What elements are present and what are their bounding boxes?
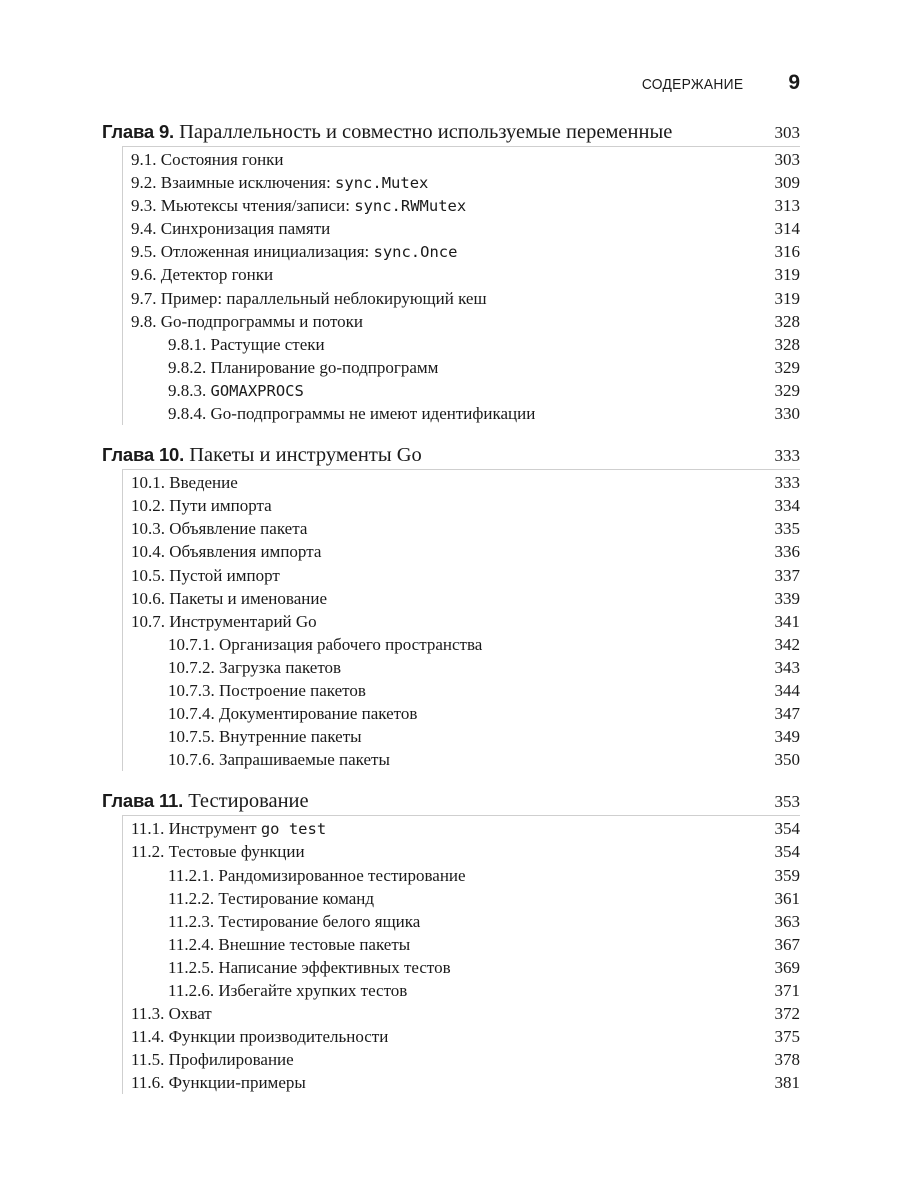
toc-subentry[interactable] (123, 748, 800, 771)
entry-number: 9.6. (131, 265, 157, 285)
entry-title: Синхронизация памяти (160, 219, 331, 239)
entry-title: Внутренние пакеты (219, 727, 362, 747)
toc-entry[interactable] (123, 471, 800, 494)
entry-number: 9.8.2. (168, 357, 207, 377)
toc-entry[interactable] (123, 1048, 800, 1071)
toc-entry[interactable] (123, 310, 800, 333)
chapter-title: Параллельность и совместно используемые переменные (179, 121, 673, 143)
entry-number: 11.2.5. (168, 957, 215, 977)
chapter-label: Глава 9. (102, 121, 174, 142)
entry-page: 309 (774, 173, 800, 193)
entry-number: 9.2. (131, 173, 157, 193)
entry-page: 347 (774, 704, 800, 724)
entry-number: 10.7.1. (168, 634, 215, 654)
toc-subentry[interactable] (123, 656, 800, 679)
entry-number: 9.8.1. (168, 334, 207, 354)
entry-number: 10.7.4. (168, 704, 215, 724)
entry-number: 11.4. (131, 1027, 165, 1047)
chapter-title: Тестирование (188, 790, 309, 813)
toc-entry[interactable] (123, 1025, 800, 1048)
toc-entry[interactable] (123, 1002, 800, 1025)
entry-page: 381 (774, 1073, 800, 1093)
toc-subentry[interactable] (123, 910, 800, 933)
entry-title: Пустой импорт (169, 565, 280, 585)
entry-page: 329 (774, 380, 800, 400)
entry-title: Пример: параллельный неблокирующий кеш (160, 288, 487, 308)
entry-title: Избегайте хрупких тестов (218, 981, 408, 1000)
toc-subentry[interactable] (123, 725, 800, 748)
entry-page: 339 (774, 588, 800, 608)
entry-title: Инструмент (168, 819, 261, 839)
entry-title: Рандомизированное тестирование (218, 865, 466, 885)
chapter-10-heading[interactable] (102, 441, 800, 469)
entry-title: Функции производительности (168, 1027, 389, 1047)
page-number: 9 (788, 71, 800, 94)
entry-number: 11.3. (131, 1004, 165, 1024)
chapter-11-entries (122, 815, 800, 1094)
entry-number: 9.4. (131, 219, 157, 239)
entry-title: Тестирование белого ящика (218, 911, 421, 931)
entry-title: Пути импорта (169, 496, 272, 516)
entry-title: Детектор гонки (160, 265, 274, 285)
toc-entry[interactable] (123, 587, 800, 610)
entry-page: 303 (774, 150, 800, 169)
chapter-title: Пакеты и инструменты Go (189, 444, 422, 467)
entry-number: 10.7.5. (168, 727, 215, 747)
entry-number: 11.1. (131, 819, 165, 839)
toc-entry[interactable] (123, 517, 800, 540)
toc-subentry[interactable] (123, 379, 800, 402)
entry-title: Внешние тестовые пакеты (218, 934, 411, 954)
chapter-page: 333 (774, 446, 800, 466)
entry-title: Построение пакетов (219, 680, 366, 700)
entry-title: Загрузка пакетов (219, 657, 342, 677)
entry-page: 336 (774, 542, 800, 562)
entry-title: Функции-примеры (168, 1073, 306, 1093)
running-header-title: СОДЕРЖАНИЕ (641, 76, 743, 93)
entry-title: Объявление пакета (169, 519, 308, 539)
entry-page: 371 (774, 981, 800, 1000)
entry-title: Документирование пакетов (219, 704, 418, 724)
entry-page: 328 (774, 334, 800, 354)
entry-page: 378 (774, 1050, 800, 1070)
toc-subentry[interactable] (123, 356, 800, 379)
entry-number: 10.4. (131, 542, 165, 562)
entry-page: 342 (774, 634, 800, 654)
entry-page: 354 (774, 819, 800, 839)
toc-entry[interactable] (123, 171, 800, 194)
entry-code: go test (260, 820, 327, 839)
entry-page: 372 (774, 1004, 800, 1024)
toc-subentry[interactable] (123, 333, 800, 356)
toc-entry[interactable] (123, 240, 800, 263)
entry-number: 10.5. (131, 565, 165, 585)
entry-page: 334 (774, 496, 800, 516)
toc-subentry[interactable] (123, 402, 800, 425)
entry-number: 11.2.2. (168, 888, 215, 908)
chapter-9-heading[interactable] (102, 118, 800, 146)
entry-title: Профилирование (168, 1050, 294, 1070)
entry-title: Мьютексы чтения/записи: (160, 196, 355, 216)
entry-page: 375 (774, 1027, 800, 1047)
entry-title: Введение (169, 473, 238, 493)
toc-entry[interactable] (123, 148, 800, 171)
entry-number: 9.8. (131, 311, 157, 331)
toc-entry[interactable] (123, 610, 800, 633)
entry-title: Охват (168, 1004, 212, 1024)
entry-title: Написание эффективных тестов (218, 957, 451, 977)
chapter-page: 353 (774, 792, 800, 812)
entry-number: 10.7.2. (168, 657, 215, 677)
entry-page: 361 (774, 888, 800, 908)
entry-number: 9.3. (131, 196, 157, 216)
entry-number: 10.7.6. (168, 750, 215, 770)
toc-subentry[interactable] (123, 702, 800, 725)
toc-entry[interactable] (123, 263, 800, 286)
entry-page: 328 (774, 311, 800, 331)
toc-subentry[interactable] (123, 864, 800, 887)
chapter-9-entries (122, 146, 800, 425)
toc-entry[interactable] (123, 1071, 800, 1094)
chapter-label: Глава 10. (102, 444, 185, 466)
entry-number: 11.2.1. (168, 865, 215, 885)
entry-page: 341 (774, 611, 800, 631)
running-header (102, 72, 800, 102)
toc-entry[interactable] (123, 194, 800, 217)
entry-number: 11.2.4. (168, 934, 215, 954)
entry-number: 11.6. (131, 1073, 165, 1093)
toc-subentry[interactable] (123, 679, 800, 702)
table-of-contents (102, 118, 800, 1094)
toc-entry[interactable] (123, 217, 800, 240)
entry-page: 344 (774, 680, 800, 700)
toc-subentry[interactable] (123, 956, 800, 979)
toc-subentry[interactable] (123, 887, 800, 910)
entry-page: 367 (774, 934, 800, 954)
entry-page: 319 (774, 265, 800, 285)
entry-title: Растущие стеки (210, 334, 325, 354)
chapter-11-heading[interactable] (102, 787, 800, 815)
toc-entry[interactable] (123, 494, 800, 517)
entry-page: 359 (774, 865, 800, 885)
toc-subentry[interactable] (123, 633, 800, 656)
entry-page: 335 (774, 519, 800, 539)
entry-number: 11.2.6. (168, 981, 215, 1000)
entry-page: 330 (774, 404, 800, 424)
entry-page: 369 (774, 957, 800, 977)
toc-entry[interactable] (123, 840, 800, 863)
entry-page: 354 (774, 842, 800, 862)
entry-page: 343 (774, 657, 800, 677)
entry-page: 329 (774, 357, 800, 377)
entry-title: Объявления импорта (169, 542, 322, 562)
entry-number: 9.8.4. (168, 404, 207, 424)
entry-number: 11.2. (131, 842, 165, 862)
entry-number: 9.7. (131, 288, 157, 308)
entry-number: 11.5. (131, 1050, 165, 1070)
chapter-label: Глава 11. (102, 790, 184, 812)
entry-number: 11.2.3. (168, 911, 215, 931)
entry-title: Планирование go-подпрограмм (210, 357, 439, 377)
toc-entry[interactable] (123, 287, 800, 310)
toc-entry[interactable] (123, 564, 800, 587)
entry-title: Пакеты и именование (169, 588, 327, 608)
entry-number: 10.7. (131, 611, 165, 631)
entry-code: sync.Mutex (335, 174, 429, 193)
toc-entry[interactable] (123, 540, 800, 563)
toc-subentry[interactable] (123, 933, 800, 956)
entry-number: 10.3. (131, 519, 165, 539)
entry-number: 10.6. (131, 588, 165, 608)
entry-title: Тестирование команд (218, 888, 374, 908)
entry-code: sync.Once (373, 243, 458, 262)
entry-page: 319 (774, 288, 800, 308)
chapter-10-entries (122, 469, 800, 771)
entry-page: 314 (774, 219, 800, 239)
entry-title: Go-подпрограммы и потоки (160, 311, 364, 331)
entry-title: Инструментарий Go (169, 611, 317, 631)
entry-page: 316 (774, 242, 800, 262)
entry-number: 9.5. (131, 242, 157, 262)
entry-number: 9.8.3. (168, 380, 207, 400)
entry-title: Отложенная инициализация: (160, 242, 374, 262)
entry-number: 9.1. (131, 150, 157, 169)
entry-title: Состояния гонки (160, 150, 284, 169)
chapter-page: 303 (774, 123, 800, 142)
entry-page: 363 (774, 911, 800, 931)
entry-page: 337 (774, 565, 800, 585)
entry-number: 10.7.3. (168, 680, 215, 700)
entry-page: 313 (774, 196, 800, 216)
entry-title: Взаимные исключения: (160, 173, 336, 193)
toc-entry[interactable] (123, 817, 800, 840)
entry-number: 10.1. (131, 473, 165, 493)
entry-title: Организация рабочего пространства (219, 634, 483, 654)
entry-page: 350 (774, 750, 800, 770)
entry-title: Тестовые функции (168, 842, 305, 862)
entry-code: sync.RWMutex (354, 197, 467, 216)
entry-title: Go-подпрограммы не имеют идентификации (210, 404, 536, 424)
toc-subentry[interactable] (123, 979, 800, 1002)
entry-page: 333 (774, 473, 800, 493)
entry-number: 10.2. (131, 496, 165, 516)
entry-title: Запрашиваемые пакеты (219, 750, 390, 770)
entry-code: GOMAXPROCS (210, 381, 304, 400)
entry-page: 349 (774, 727, 800, 747)
